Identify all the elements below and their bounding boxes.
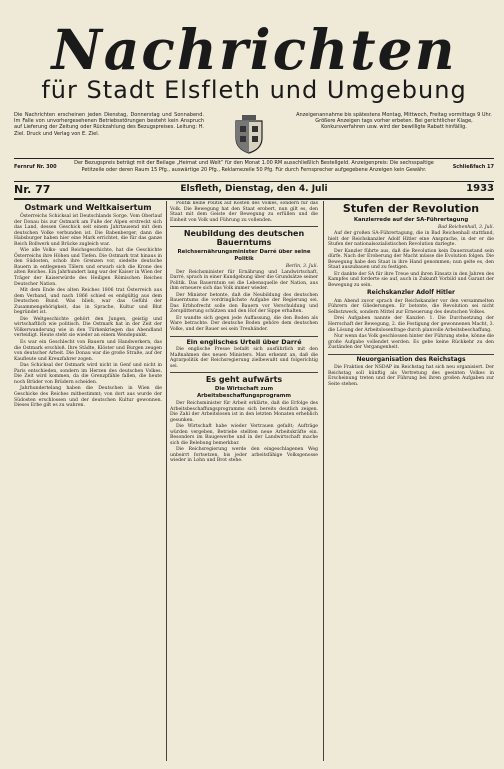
column-divider: [166, 201, 167, 761]
column-middle: [170, 201, 318, 765]
article-paragraph: Es war ein Geschlecht von Bauern und Handwerkern, das die Ostmark erschloß. Ihre Städte, Klöster und Burgen zeugen von deutscher Arbeit. Die Donau war die große Straße, auf der Kaufleute und Kreuzfahrer zogen.: [14, 340, 162, 362]
subscription-price: Der Bezugspreis beträgt mit der Beilage „Heimat und Welt“ für den Monat 1.00 RM ausschließlich Bestellgeld. Anzeigenpreis: Die sechsspaltige Petitzeile oder deren Raum 15 Pfg., auswärtige 20 Pfg., Reklamezeile 50 Pfg. Für durch Fernsprecher aufgegebene Anzeigen kein Gewähr.: [74, 160, 434, 173]
article-heading: Es geht aufwärts: [205, 375, 283, 385]
article-paragraph: Am Abend zuvor sprach der Reichskanzler vor den versammelten Führern der Gliederungen. Er betonte, die Revolution sei nicht Selbstzweck, sondern Mittel zur Erneuerung des deutschen Volkes.: [328, 298, 494, 315]
divider: [14, 158, 494, 159]
article-paragraph: Drei Aufgaben nannte der Kanzler: 1. Die Durchsetzung der Herrschaft der Bewegung, 2. die Festigung der gewonnenen Macht, 3. die Lösung der Arbeitslosenfrage durch planvolle Arbeitsbeschaffung.: [328, 316, 494, 333]
price-band: [14, 160, 494, 182]
issue-date: Elsfleth, Dienstag, den 4. Juli: [180, 184, 328, 194]
header-info: [14, 112, 494, 158]
masthead-title: Nachrichten: [51, 17, 457, 82]
article-paragraph: Er wandte sich gegen jede Auffassung, die den Boden als Ware betrachte. Der deutsche Boden gehöre dem deutschen Volke, und der Bauer sei sein Treuhänder.: [170, 315, 318, 333]
article-paragraph: Der Kanzler führte aus, daß die Revolution kein Dauerzustand sein dürfe. Nach der Eroberung der Macht müsse die Evolution folgen. Die Bewegung habe den Staat in ihre Hand genommen; nun gelte es, den Staat auszubauen und zu festigen.: [328, 248, 494, 271]
town-crest-icon: [228, 114, 270, 154]
article-paragraph: Die Wirtschaft habe wieder Vertrauen gefaßt; Aufträge würden vergeben, Betriebe stellten neue Arbeitskräfte ein. Besonders im Baugewerbe und in der Landwirtschaft mache sich die Belebung bemerkbar.: [170, 424, 318, 446]
column-divider: [323, 201, 324, 761]
dateline: [14, 182, 494, 198]
publication-notice: Die Nachrichten erscheinen jeden Dienstag, Donnerstag und Sonnabend. Im Falle von unvorhergesehenen Betriebsstörungen besteht kein Anspruch auf Lieferung der Zeitung oder Rückzahlung des Bezugspreises. Leitung: H. Ziel. Druck und Verlag von E. Ziel.: [14, 112, 204, 137]
advertising-notice: Anzeigenannahme bis spätestens Montag, Mittwoch, Freitag vormittags 9 Uhr. Größere Anzeigen tags vorher erbeten. Bei gerichtlicher Klage, Konkursverfahren usw. wird der bewilligte Rabatt hinfällig.: [296, 112, 492, 131]
article-heading: Stufen der Revolution: [342, 202, 480, 215]
article-paragraph: Mit dem Ende des alten Reiches 1806 trat Österreich aus dem Verband, und nach 1866 schied es endgültig aus dem Deutschen Bund. Was blieb, war das Gefühl der Zusammengehörigkeit, das in Sprache, Kultur und Blut begründet ist.: [14, 288, 162, 316]
article-heading: Ein englisches Urteil über Darré: [186, 337, 302, 346]
column-revolution: [328, 201, 494, 765]
post-box: Schließfach 17: [452, 164, 494, 170]
divider: [328, 354, 494, 355]
article-heading: Neuorganisation des Reichstags: [356, 355, 466, 363]
article-paragraph: Wie alle Volks- und Reichsgeschichte, hat die Geschichte Österreichs ihre Höhen und Tiefen. Die Ostmark trat hinaus in den Südosten, schob ihre Grenzen vor, siedelte deutsche Bauern in entlegenen Tälern und erwarb sich die Krone des alten Reiches. Ein Jahrhundert lang war der Kaiser in Wien der Träger der Kaiserwürde des Heiligen Römischen Reiches Deutscher Nation.: [14, 248, 162, 287]
divider: [14, 198, 494, 200]
article-paragraph: Der Reichsminister für Ernährung und Landwirtschaft, Darré, sprach in einer Kundgebung über die Grundsätze seiner Politik. Das Bauerntum sei die Lebensquelle der Nation, aus ihm erneuere sich das Volk immer wieder.: [170, 269, 318, 292]
article-paragraph: Der Reichsminister für Arbeit erklärte, daß die Erfolge des Arbeitsbeschaffungsprogramms sich bereits deutlich zeigen. Die Zahl der Arbeitslosen ist in den letzten Monaten erheblich gesunken.: [170, 400, 318, 423]
article-paragraph: Jahrhundertelang haben die Deutschen in Wien die Geschicke des Reiches mitbestimmt; von dort aus wurde der Südosten erschlossen und der deutschen Kultur gewonnen. Dieses Erbe gilt es zu wahren.: [14, 386, 162, 409]
dateline-place: Bad Reichenhall, 3. Juli.: [438, 225, 494, 231]
article-subheading: Die Wirtschaft zum Arbeitsbeschaffungsprogramm: [196, 386, 292, 399]
article-paragraph: Die Fraktion der NSDAP im Reichstag hat sich neu organisiert. Der Reichstag soll künftig als Vertretung des geeinten Volkes in Erscheinung treten und der Führung bei ihren großen Aufgaben zur Seite stehen.: [328, 365, 494, 387]
article-subheading: Kanzlerrede auf der SA-Führertagung: [353, 217, 469, 223]
issue-number: Nr. 77: [14, 183, 51, 196]
article-paragraph: Die Weltgeschichte gehört den Jungen, geistig und wirtschaftlich wie politisch. Die Ostmark hat in der Zeit der Völkerwanderung wie in den Türkenkriegen das Abendland verteidigt. Heute steht sie wieder an einem Wendepunkt.: [14, 316, 162, 339]
dateline-place: Berlin, 3. Juli.: [285, 264, 318, 269]
article-paragraph: Die englische Presse befaßt sich ausführlich mit den Maßnahmen des neuen Ministers. Man erkennt an, daß die Agrarpolitik der Reichsregierung zielbewußt und folgerichtig sei.: [170, 346, 318, 369]
article-subheading: Reichsernährungsminister Darré über seine Politik: [177, 249, 311, 262]
masthead: [14, 17, 494, 112]
article-paragraph: Österreichs Schicksal ist Deutschlands Sorge. Vom Oberlauf der Donau bis zur Ostmark am Fuße der Alpen erstreckt sich das Land, dessen Geschick seit einem Jahrtausend mit dem deutschen Volke verbunden ist. Die Babenberger, dann die Habsburger haben hier eine Mark errichtet, die für das ganze Reich Bollwerk und Brücke zugleich war.: [14, 214, 162, 247]
article-paragraph: Nur wenn das Volk geschlossen hinter der Führung stehe, könne die große Aufgabe vollendet werden. Es gebe keine Rückkehr zu den Zuständen der Vergangenheit.: [328, 334, 494, 351]
divider: [170, 336, 318, 337]
article-paragraph: Die Reichsregierung werde den eingeschlagenen Weg unbeirrt fortsetzen, bis jeder arbeitsfähige Volksgenosse wieder in Lohn und Brot stehe.: [170, 447, 318, 464]
article-paragraph: Er dankte der SA für ihre Treue und ihren Einsatz in den Jahren des Kampfes und forderte sie auf, auch in Zukunft Vorbild und Garant der Bewegung zu sein.: [328, 271, 494, 288]
phone-number: Fernruf Nr. 300: [14, 164, 57, 170]
column-ostmark: [14, 201, 162, 765]
divider: [170, 372, 318, 373]
article-heading: Reichskanzler Adolf Hitler: [367, 289, 455, 297]
article-paragraph: Politik keine Politik auf Kosten des Volkes, sondern für das Volk. Die Bewegung hat den Staat erobert, nun gilt es, den Staat mit dem Geiste der Bewegung zu erfüllen und die Einheit von Volk und Führung zu vollenden.: [170, 201, 318, 223]
masthead-subtitle: für Stadt Elsfleth und Umgebung: [41, 76, 467, 104]
article-paragraph: Auf der großen SA-Führertagung, die in Bad Reichenhall stattfand, hielt der Reichskanzler Adolf Hitler eine Ansprache, in der er die Stufen der nationalsozialistischen Revolution darlegte.: [328, 230, 494, 248]
issue-year: 1933: [466, 183, 494, 194]
article-paragraph: Der Minister betonte, daß die Neubildung des deutschen Bauerntums die vordringlichste Aufgabe der Regierung sei. Das Erbhofrecht solle den Bauern vor Verschuldung und Zersplitterung schützen und den Hof der Sippe erhalten.: [170, 292, 318, 315]
article-paragraph: Das Schicksal der Ostmark wird nicht in Genf und nicht in Paris entschieden, sondern im Herzen des deutschen Volkes. Die Zeit wird kommen, da die Grenzpfähle fallen, die heute noch Brüder von Brüdern scheiden.: [14, 363, 162, 385]
divider: [170, 226, 318, 227]
article-heading: Ostmark und Weltkaisertum: [24, 203, 152, 212]
article-heading: Neubildung des deutschen Bauerntums: [183, 229, 305, 248]
